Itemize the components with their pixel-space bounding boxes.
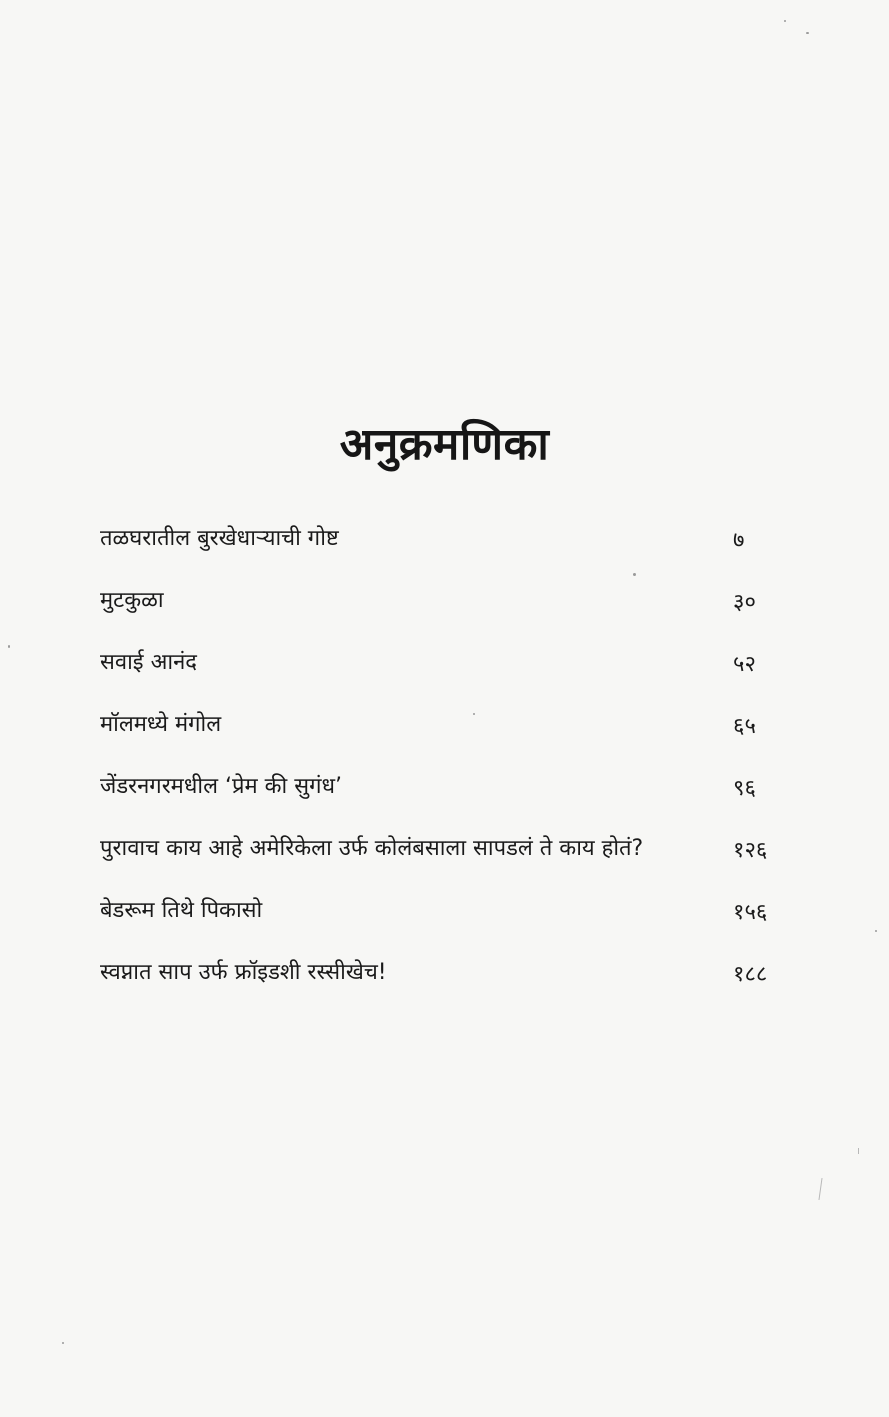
toc-entry-title: सवाई आनंद <box>100 650 197 675</box>
toc-entry-page: १५६ <box>733 900 768 925</box>
paper-speck <box>633 573 636 576</box>
paper-speck <box>875 930 877 932</box>
paper-speck <box>473 713 475 715</box>
paper-mark <box>818 1178 822 1200</box>
paper-mark <box>858 1148 859 1154</box>
toc-entry-page: ७ <box>733 528 745 553</box>
toc-entry-title: तळघरातील बुरखेधाऱ्याची गोष्ट <box>100 526 339 551</box>
toc-entry-title: जेंडरनगरमधील ‘प्रेम की सुगंध’ <box>100 774 343 799</box>
paper-speck <box>806 32 809 34</box>
toc-entry-page: ५२ <box>733 652 756 677</box>
toc-entry-title: स्वप्नात साप उर्फ फ्रॉइडशी रस्सीखेच! <box>100 960 387 985</box>
toc-entry <box>100 763 780 825</box>
toc-entry <box>100 949 780 1011</box>
table-of-contents <box>100 515 780 1011</box>
toc-entry <box>100 515 780 577</box>
paper-speck <box>62 1342 64 1344</box>
toc-entry-title: मुटकुळा <box>100 588 164 613</box>
toc-entry-page: ९६ <box>733 776 756 801</box>
toc-entry-title: पुरावाच काय आहे अमेरिकेला उर्फ कोलंबसाला सापडलं ते काय होतं? <box>100 836 644 861</box>
toc-entry <box>100 825 780 887</box>
toc-entry <box>100 701 780 763</box>
toc-entry-title: बेडरूम तिथे पिकासो <box>100 898 263 923</box>
toc-entry-page: ३० <box>733 590 756 615</box>
toc-entry-title: मॉलमध्ये मंगोल <box>100 712 222 737</box>
page-title: अनुक्रमणिका <box>339 419 550 470</box>
paper-speck <box>784 20 786 22</box>
toc-entry <box>100 887 780 949</box>
toc-entry <box>100 639 780 701</box>
toc-entry <box>100 577 780 639</box>
toc-entry-page: १२६ <box>733 838 768 863</box>
toc-entry-page: ६५ <box>733 714 756 739</box>
paper-speck <box>8 645 10 648</box>
toc-entry-page: १८८ <box>733 962 768 987</box>
